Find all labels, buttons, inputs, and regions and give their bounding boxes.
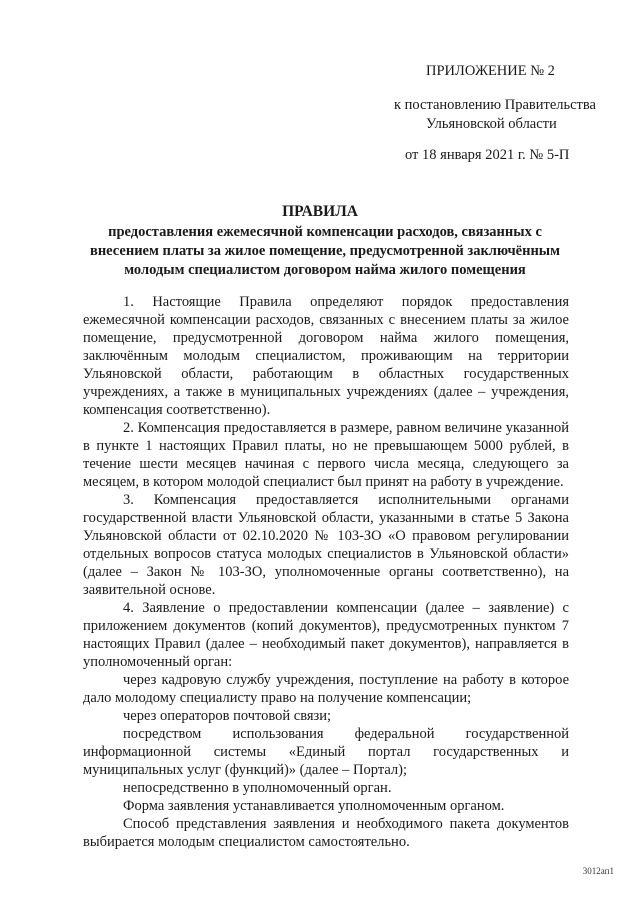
document-title: ПРАВИЛА: [282, 203, 358, 220]
paragraph-2: 2. Компенсация предоставляется в размере, равном величине указанной в пункте 1 настоящих Правил платы, но не превышающем 5000 рублей, в течение шести месяцев начиная с первого числа месяца, следующего за месяцем, в котором молодой специалист был принят на работу в учреждение.: [83, 420, 569, 490]
paragraph-4-option-post: через операторов почтовой связи;: [123, 708, 332, 724]
paragraph-form: Форма заявления устанавливается уполномоченным органом.: [123, 798, 505, 814]
paragraph-4: 4. Заявление о предоставлении компенсации (далее – заявление) с приложением документов (копий документов), предусмотренных пунктом 7 настоящих Правил (далее – необходимый пакет документов), направляется в уполномоченный орган:: [83, 600, 569, 670]
document-subtitle: предоставления ежемесячной компенсации расходов, связанных с внесением платы за жилое помещение, предусмотренной заключённым молодым специалистом договором найма жилого помещения: [90, 224, 560, 278]
paragraph-4-option-direct: непосредственно в уполномоченный орган.: [123, 780, 392, 796]
appendix-label: ПРИЛОЖЕНИЕ № 2: [426, 63, 555, 79]
paragraph-3: 3. Компенсация предоставляется исполнительными органами государственной власти Ульяновской области, указанными в статье 5 Закона Ульяновской области от 02.10.2020 № 103-ЗО «О правовом регулировании отдельных вопросов статуса молодых специалистов в Ульяновской области» (далее – Закон № 103-ЗО, уполномоченные органы соответственно), на заявительной основе.: [83, 492, 569, 598]
decree-reference-line1: к постановлению Правительства: [394, 97, 596, 113]
footer-document-code: 3012ап1: [582, 866, 614, 876]
paragraph-1: 1. Настоящие Правила определяют порядок предоставления ежемесячной компенсации расходов, связанных с внесением платы за жилое помещение, предусмотренной договором найма жилого помещения, заключённым молодым специалистом, проживающим на территории Ульяновской области, работающим в областных государственных учреждениях, а также в муниципальных учреждениях (далее – учреждения, компенсация соответственно).: [83, 294, 569, 418]
decree-reference-line2: Ульяновской области: [426, 116, 557, 132]
paragraph-4-option-portal: посредством использования федеральной государственной информационной системы «Единый портал государственных и муниципальных услуг (функций)» (далее – Портал);: [83, 726, 569, 778]
decree-date-number: от 18 января 2021 г. № 5-П: [405, 147, 570, 163]
document-body: [83, 293, 569, 851]
paragraph-4-option-hr: через кадровую службу учреждения, поступление на работу в которое дало молодому специалисту право на получение компенсации;: [83, 672, 569, 706]
paragraph-method: Способ представления заявления и необходимого пакета документов выбирается молодым специалистом самостоятельно.: [83, 816, 569, 850]
